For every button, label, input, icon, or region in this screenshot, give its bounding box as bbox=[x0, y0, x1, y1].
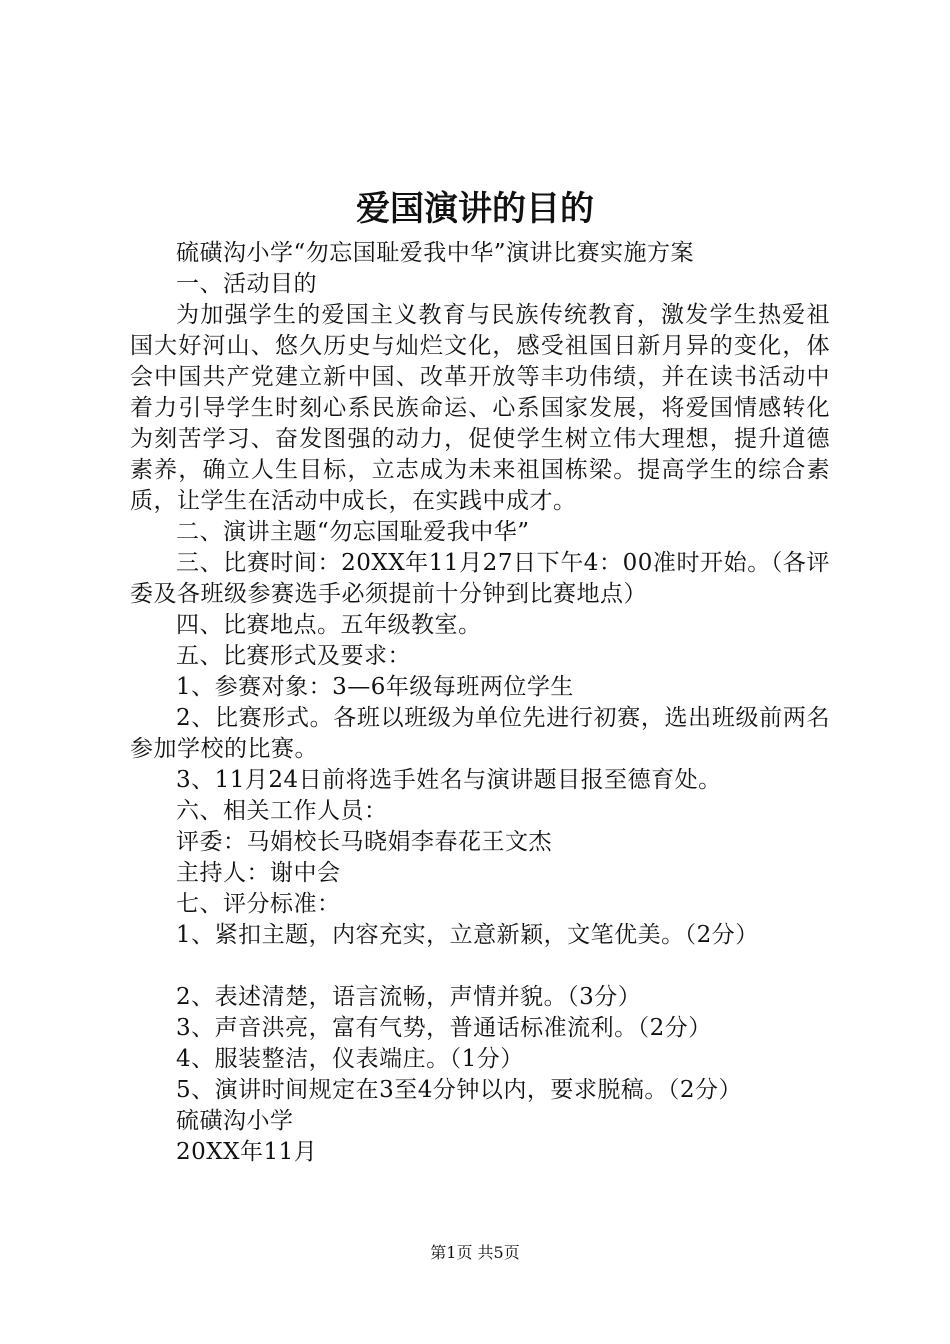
document-title: 爱国演讲的目的 bbox=[356, 189, 594, 229]
section-heading: 六、相关工作人员： bbox=[176, 798, 388, 824]
list-item: 1、紧扣主题，内容充实，立意新颖，文笔优美。（2分） bbox=[176, 922, 759, 948]
section-heading: 四、比赛地点。五年级教室。 bbox=[176, 612, 482, 638]
section-heading: 三、比赛时间：20XX年11月27日下午4：00准时开始。（各评委及各班级参赛选手必须提前十分钟到比赛地点） bbox=[130, 550, 830, 607]
page-number: 第1页 共5页 bbox=[430, 1243, 520, 1262]
list-item: 3、11月24日前将选手姓名与演讲题目报至德育处。 bbox=[176, 767, 722, 793]
section-heading: 五、比赛形式及要求： bbox=[176, 643, 411, 669]
section-heading: 二、演讲主题“勿忘国耻爱我中华” bbox=[176, 519, 530, 545]
staff-line: 主持人：谢中会 bbox=[176, 860, 341, 886]
staff-line: 评委：马娟校长马晓娟李春花王文杰 bbox=[176, 829, 552, 855]
signature-date: 20XX年11月 bbox=[176, 1139, 318, 1165]
list-item: 2、表述清楚，语言流畅，声情并貌。（3分） bbox=[176, 984, 642, 1010]
list-item: 5、演讲时间规定在3至4分钟以内，要求脱稿。（2分） bbox=[176, 1077, 743, 1103]
section-heading: 一、活动目的 bbox=[176, 271, 317, 297]
body-paragraph: 为加强学生的爱国主义教育与民族传统教育，激发学生热爱祖国大好河山、悠久历史与灿烂文化，感受祖国日新月异的变化，体会中国共产党建立新中国、改革开放等丰功伟绩，并在读书活动中着力引导学生时刻心系民族命运、心系国家发展，将爱国情感转化为刻苦学习、奋发图强的动力，促使学生树立伟大理想，提升道德素养，确立人生目标，立志成为未来祖国栋梁。提高学生的综合素质，让学生在活动中成长，在实践中成才。 bbox=[130, 302, 830, 514]
list-item: 1、参赛对象：3—6年级每班两位学生 bbox=[176, 674, 574, 700]
plan-heading: 硫磺沟小学“勿忘国耻爱我中华”演讲比赛实施方案 bbox=[176, 240, 695, 266]
section-heading: 七、评分标准： bbox=[176, 891, 341, 917]
list-item: 4、服装整洁，仪表端庄。（1分） bbox=[176, 1046, 524, 1072]
list-item: 3、声音洪亮，富有气势，普通话标准流利。（2分） bbox=[176, 1015, 712, 1041]
document-body bbox=[130, 238, 830, 1168]
list-item: 2、比赛形式。各班以班级为单位先进行初赛，选出班级前两名参加学校的比赛。 bbox=[130, 705, 830, 762]
signature-school: 硫磺沟小学 bbox=[176, 1108, 294, 1134]
